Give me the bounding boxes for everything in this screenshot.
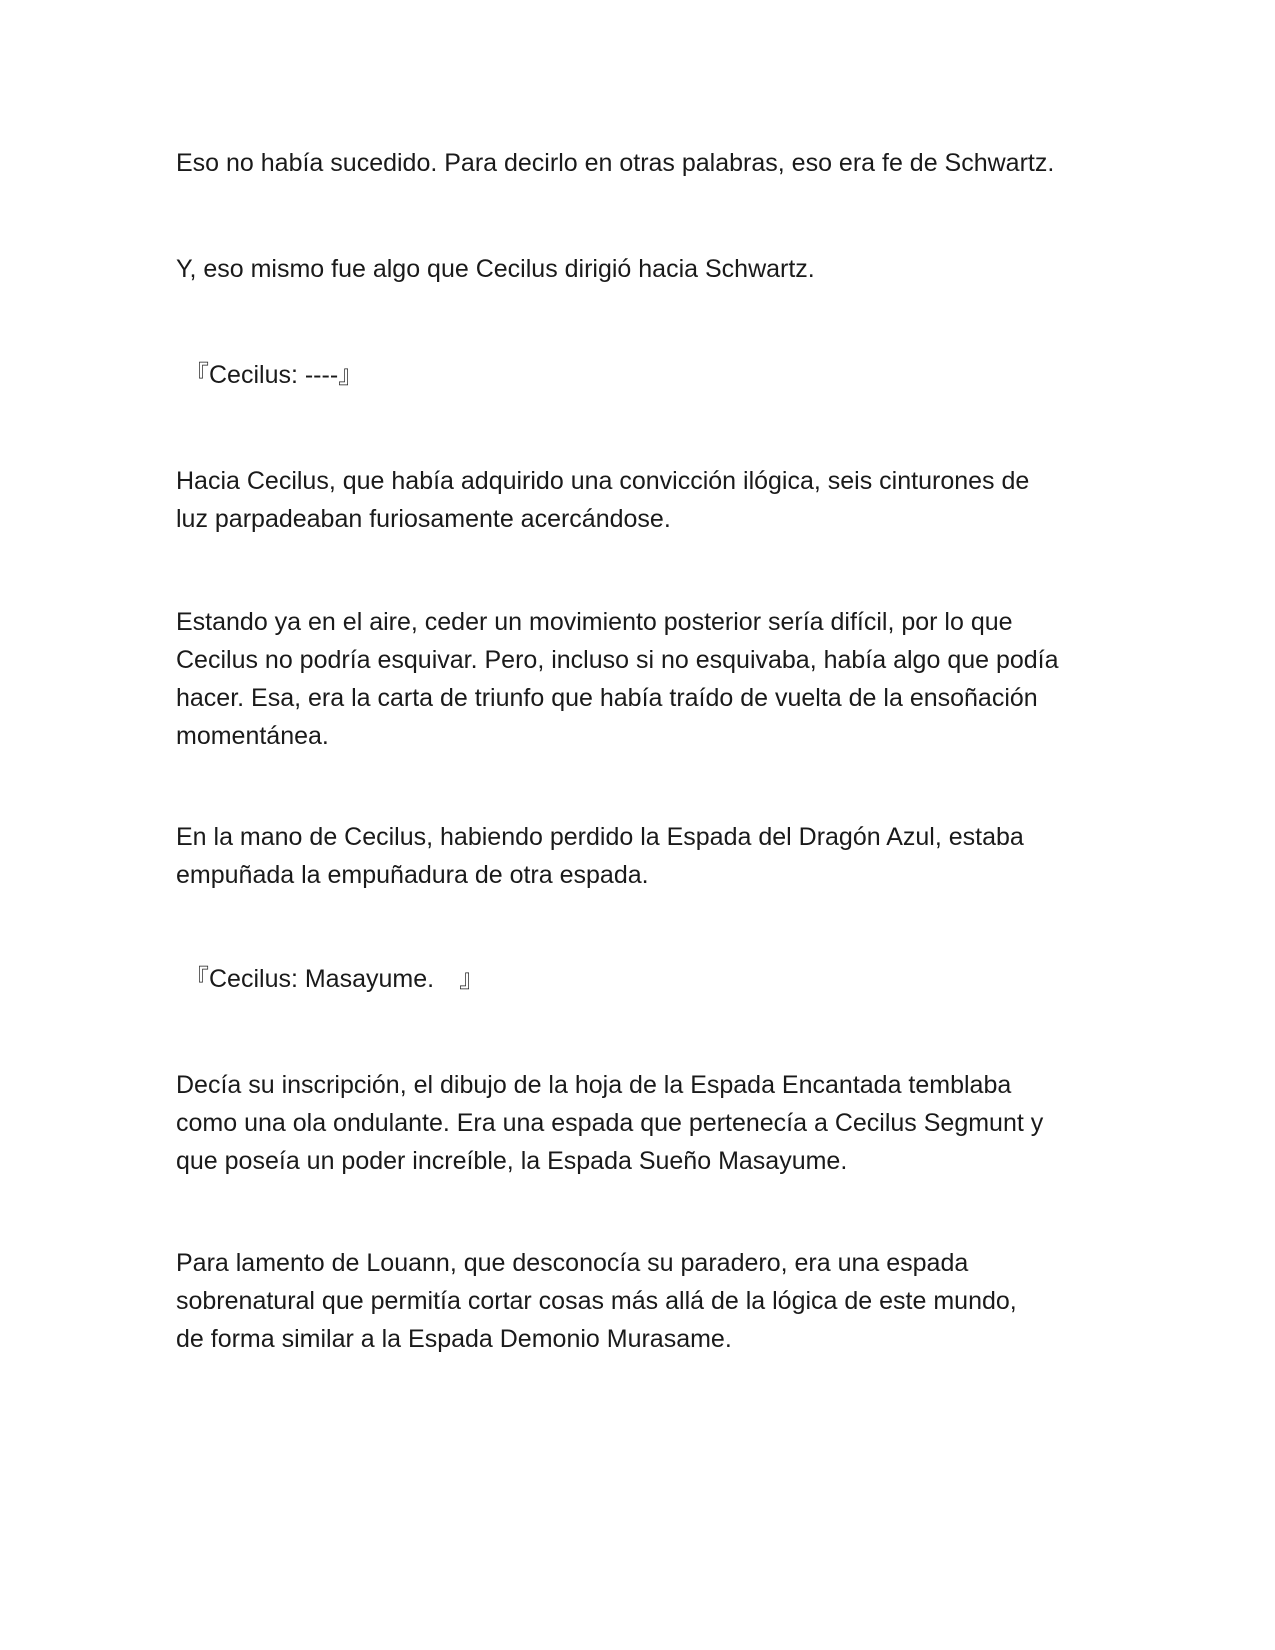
- paragraph-5: [176, 603, 1106, 755]
- paragraph-line: que poseía un poder increíble, la Espada Sueño Masayume.: [176, 1147, 848, 1175]
- paragraph-line: de forma similar a la Espada Demonio Murasame.: [176, 1325, 732, 1353]
- paragraph-6: [176, 818, 1106, 894]
- paragraph-8: [176, 1066, 1106, 1180]
- paragraph-line: Decía su inscripción, el dibujo de la hoja de la Espada Encantada temblaba: [176, 1071, 1012, 1099]
- paragraph-line: En la mano de Cecilus, habiendo perdido la Espada del Dragón Azul, estaba: [176, 823, 1024, 851]
- dialogue-2: [184, 960, 1114, 998]
- paragraph-line: momentánea.: [176, 722, 329, 750]
- paragraph-line: Y, eso mismo fue algo que Cecilus dirigió hacia Schwartz.: [176, 255, 815, 283]
- paragraph-line: empuñada la empuñadura de otra espada.: [176, 861, 649, 889]
- paragraph-9: [176, 1244, 1106, 1358]
- paragraph-4: [176, 462, 1106, 538]
- paragraph-line: luz parpadeaban furiosamente acercándose.: [176, 505, 671, 533]
- paragraph-line: Eso no había sucedido. Para decirlo en otras palabras, eso era fe de Schwartz.: [176, 149, 1055, 177]
- dialogue-1: [184, 356, 1114, 394]
- paragraph-line: hacer. Esa, era la carta de triunfo que había traído de vuelta de la ensoñación: [176, 684, 1038, 712]
- paragraph-line: sobrenatural que permitía cortar cosas más allá de la lógica de este mundo,: [176, 1287, 1017, 1315]
- paragraph-line: como una ola ondulante. Era una espada que pertenecía a Cecilus Segmunt y: [176, 1109, 1044, 1137]
- dialogue-line: 『Cecilus: Masayume. 』: [184, 965, 485, 993]
- dialogue-line: 『Cecilus: ----』: [184, 361, 364, 389]
- paragraph-line: Estando ya en el aire, ceder un movimiento posterior sería difícil, por lo que: [176, 608, 1013, 636]
- paragraph-line: Cecilus no podría esquivar. Pero, incluso si no esquivaba, había algo que podía: [176, 646, 1059, 674]
- paragraph-line: Para lamento de Louann, que desconocía su paradero, era una espada: [176, 1249, 969, 1277]
- paragraph-line: Hacia Cecilus, que había adquirido una convicción ilógica, seis cinturones de: [176, 467, 1030, 495]
- paragraph-1: [176, 144, 1106, 182]
- paragraph-2: [176, 250, 1106, 288]
